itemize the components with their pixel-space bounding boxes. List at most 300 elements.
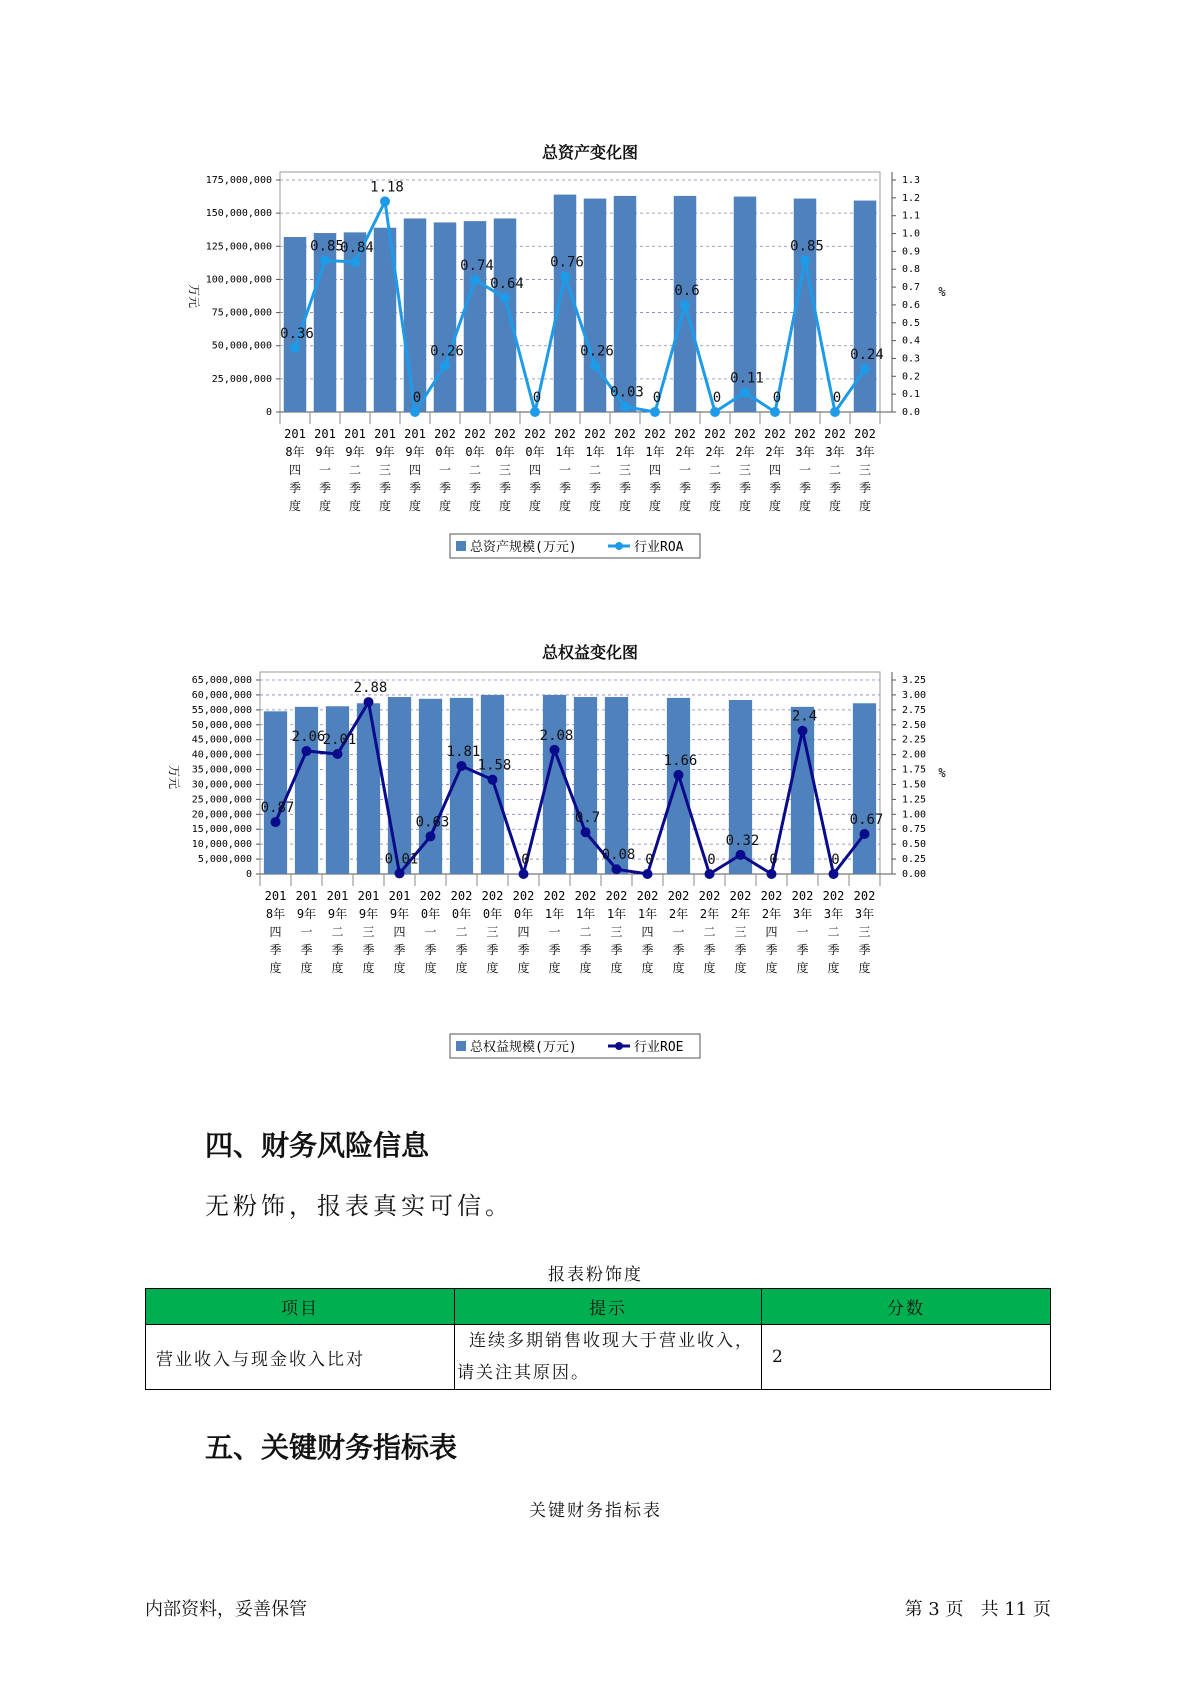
x-tick-label: 0年	[420, 907, 441, 921]
y-tick-label: 40,000,000	[191, 749, 252, 761]
legend-label-bar: 总资产规模(万元)	[470, 540, 577, 555]
bar	[264, 711, 287, 874]
y-tick-label: 50,000,000	[211, 340, 272, 352]
x-tick-label: 四	[765, 925, 778, 939]
y-tick-label: 25,000,000	[191, 794, 252, 806]
y2-tick-label: 0.2	[902, 371, 921, 383]
x-tick-label: 3年	[825, 445, 845, 459]
x-tick-label: 201	[264, 889, 287, 903]
data-point	[470, 275, 480, 285]
x-tick-label: 202	[704, 427, 726, 441]
x-tick-label: 202	[419, 889, 442, 903]
x-tick-label: 1年	[645, 445, 665, 459]
y-tick-label: 50,000,000	[191, 719, 252, 731]
y-tick-label: 60,000,000	[191, 689, 252, 701]
data-point	[550, 745, 560, 755]
x-tick-label: 9年	[327, 907, 348, 921]
bar	[357, 703, 380, 874]
table-caption-key-indicators: 关键财务指标表	[529, 1501, 662, 1521]
data-label: 2.06	[291, 729, 326, 746]
data-point	[590, 361, 600, 371]
data-point	[860, 829, 870, 839]
bar	[434, 222, 457, 412]
x-tick-label: 三	[734, 925, 747, 939]
x-tick-label: 201	[374, 427, 396, 441]
x-tick-label: 202	[434, 427, 456, 441]
x-tick-label: 三	[498, 463, 512, 477]
x-tick-label: 1年	[555, 445, 575, 459]
x-tick-label: 度	[438, 499, 452, 513]
x-tick-label: 9年	[296, 907, 317, 921]
x-tick-label: 1年	[615, 445, 635, 459]
hint-line-2: 请关注其原因。	[457, 1363, 590, 1383]
x-tick-label: 季	[362, 943, 375, 957]
bar	[464, 221, 487, 412]
y-tick-label: 150,000,000	[205, 208, 272, 220]
data-point	[680, 300, 690, 310]
x-tick-label: 度	[348, 499, 362, 513]
x-tick-label: 二	[468, 463, 482, 477]
x-tick-label: 9年	[345, 445, 365, 459]
data-label: 1.81	[446, 743, 481, 760]
y2-tick-label: 0.5	[902, 317, 921, 329]
x-tick-label: 202	[698, 889, 721, 903]
y2-tick-label: 2.25	[902, 734, 927, 746]
x-tick-label: 度	[300, 961, 313, 975]
x-tick-label: 一	[438, 463, 452, 477]
data-label: 0	[772, 390, 782, 406]
data-label: 0	[645, 852, 654, 868]
y2-tick-label: 1.2	[902, 192, 921, 204]
y2-tick-label: 1.25	[902, 794, 927, 806]
x-tick-label: 三	[362, 925, 375, 939]
x-tick-label: 2年	[765, 445, 785, 459]
data-point	[530, 407, 540, 417]
x-tick-label: 度	[318, 499, 332, 513]
data-point	[643, 869, 653, 879]
legend-swatch-marker	[615, 542, 623, 550]
y2-axis-label: %	[938, 766, 946, 780]
bar	[404, 218, 427, 412]
y2-tick-label: 0.0	[902, 407, 921, 418]
y2-tick-label: 3.25	[902, 675, 927, 686]
x-tick-label: 202	[481, 889, 504, 903]
data-point	[364, 697, 374, 707]
x-tick-label: 季	[528, 481, 542, 495]
x-tick-label: 度	[765, 961, 778, 975]
x-tick-label: 度	[738, 499, 752, 513]
x-tick-label: 1年	[544, 907, 565, 921]
data-label: 0.64	[490, 275, 524, 292]
cell-item: 营业收入与现金收入比对	[146, 1325, 455, 1390]
y2-tick-label: 1.1	[902, 210, 921, 222]
x-tick-label: 201	[326, 889, 349, 903]
legend-label-line: 行业ROE	[634, 1040, 684, 1055]
y2-tick-label: 0.8	[902, 264, 921, 276]
data-point	[410, 407, 420, 417]
y2-tick-label: 1.75	[902, 764, 927, 776]
legend-label-bar: 总权益规模(万元)	[470, 1040, 577, 1055]
plot-area	[260, 672, 880, 874]
x-tick-label: 度	[678, 499, 692, 513]
x-tick-label: 8年	[285, 445, 305, 459]
data-label: 0	[712, 390, 722, 406]
x-tick-label: 3年	[854, 907, 875, 921]
x-tick-label: 202	[674, 427, 696, 441]
data-label: 0	[832, 390, 842, 406]
data-label: 0.26	[580, 343, 614, 360]
data-point	[426, 831, 436, 841]
x-tick-label: 2年	[705, 445, 725, 459]
x-tick-label: 季	[348, 481, 362, 495]
x-tick-label: 9年	[358, 907, 379, 921]
x-tick-label: 0年	[513, 907, 534, 921]
y-tick-label: 35,000,000	[191, 764, 252, 776]
x-tick-label: 度	[708, 499, 722, 513]
data-point	[440, 361, 450, 371]
header-hint: 提示	[455, 1289, 762, 1325]
x-tick-label: 季	[455, 943, 468, 957]
x-tick-label: 季	[610, 943, 623, 957]
x-tick-label: 度	[558, 499, 572, 513]
x-tick-label: 8年	[265, 907, 286, 921]
x-tick-label: 度	[734, 961, 747, 975]
total-assets-chart-svg	[180, 140, 1000, 600]
x-tick-label: 202	[822, 889, 845, 903]
data-label: 0.85	[790, 238, 824, 255]
x-tick-label: 季	[708, 481, 722, 495]
x-tick-label: 0年	[495, 445, 515, 459]
x-tick-label: 201	[314, 427, 336, 441]
data-point	[829, 869, 839, 879]
x-tick-label: 202	[614, 427, 636, 441]
data-point	[767, 869, 777, 879]
data-point	[860, 364, 870, 374]
x-tick-label: 四	[641, 925, 654, 939]
x-tick-label: 一	[672, 925, 685, 939]
x-tick-label: 202	[574, 889, 597, 903]
x-tick-label: 202	[543, 889, 566, 903]
x-tick-label: 季	[408, 481, 422, 495]
x-tick-label: 一	[558, 463, 572, 477]
y-tick-label: 175,000,000	[205, 175, 272, 186]
x-tick-label: 季	[678, 481, 692, 495]
data-label: 0.01	[384, 851, 419, 868]
x-tick-label: 2年	[675, 445, 695, 459]
data-point	[560, 271, 570, 281]
data-point	[612, 864, 622, 874]
x-tick-label: 3年	[855, 445, 875, 459]
data-point	[320, 255, 330, 265]
bar	[388, 697, 411, 874]
x-tick-label: 202	[734, 427, 756, 441]
x-tick-label: 202	[605, 889, 628, 903]
x-tick-label: 3年	[795, 445, 815, 459]
x-tick-label: 季	[703, 943, 716, 957]
x-tick-label: 季	[618, 481, 632, 495]
x-tick-label: 201	[404, 427, 426, 441]
data-point	[620, 402, 630, 412]
x-tick-label: 季	[468, 481, 482, 495]
x-tick-label: 度	[610, 961, 623, 975]
y-tick-label: 100,000,000	[205, 274, 272, 286]
data-point	[710, 407, 720, 417]
data-point	[650, 407, 660, 417]
y2-tick-label: 2.75	[902, 704, 927, 716]
x-tick-label: 度	[648, 499, 662, 513]
x-tick-label: 202	[667, 889, 690, 903]
x-tick-label: 1年	[585, 445, 605, 459]
data-point	[380, 196, 390, 206]
x-tick-label: 1年	[637, 907, 658, 921]
x-tick-label: 202	[554, 427, 576, 441]
data-label: 0.84	[340, 240, 374, 257]
bar	[574, 697, 597, 874]
x-tick-label: 度	[362, 961, 375, 975]
chart-title: 总资产变化图	[541, 143, 638, 162]
x-tick-label: 季	[393, 943, 406, 957]
x-tick-label: 二	[708, 463, 722, 477]
header-item: 项目	[146, 1289, 455, 1325]
x-tick-label: 度	[408, 499, 422, 513]
x-tick-label: 四	[408, 463, 422, 477]
y-axis-label: 万元	[167, 764, 181, 790]
x-tick-label: 三	[738, 463, 752, 477]
data-point	[457, 761, 467, 771]
data-label: 0.36	[280, 325, 314, 342]
data-label: 0	[521, 852, 530, 868]
x-tick-label: 202	[791, 889, 814, 903]
x-tick-label: 2年	[668, 907, 689, 921]
bar	[584, 199, 607, 412]
x-tick-label: 度	[486, 961, 499, 975]
y2-tick-label: 0.3	[902, 353, 921, 365]
y2-tick-label: 0.00	[902, 869, 927, 880]
y2-tick-label: 0.25	[902, 854, 927, 866]
data-label: 0.08	[601, 847, 636, 864]
data-point	[800, 255, 810, 265]
x-tick-label: 季	[424, 943, 437, 957]
x-tick-label: 季	[269, 943, 282, 957]
x-tick-label: 2年	[735, 445, 755, 459]
x-tick-label: 201	[344, 427, 366, 441]
x-tick-label: 度	[288, 499, 302, 513]
x-tick-label: 202	[512, 889, 535, 903]
x-tick-label: 季	[648, 481, 662, 495]
x-tick-label: 202	[524, 427, 546, 441]
data-point	[350, 257, 360, 267]
x-tick-label: 度	[588, 499, 602, 513]
x-tick-label: 度	[548, 961, 561, 975]
data-label: 1.66	[663, 752, 698, 769]
x-tick-label: 202	[636, 889, 659, 903]
x-tick-label: 度	[331, 961, 344, 975]
header-score: 分数	[762, 1289, 1051, 1325]
x-tick-label: 度	[641, 961, 654, 975]
x-tick-label: 季	[734, 943, 747, 957]
plot-area	[280, 172, 880, 412]
x-tick-label: 度	[703, 961, 716, 975]
x-tick-label: 季	[588, 481, 602, 495]
x-tick-label: 季	[738, 481, 752, 495]
hint-line-1: 连续多期销售收现大于营业收入，	[469, 1331, 754, 1351]
data-label: 0.7	[574, 810, 601, 827]
x-tick-label: 二	[331, 925, 344, 939]
x-tick-label: 季	[827, 943, 840, 957]
data-label: 0.6	[674, 282, 700, 299]
x-tick-label: 9年	[375, 445, 395, 459]
data-label: 0.03	[610, 384, 644, 401]
x-tick-label: 度	[768, 499, 782, 513]
data-label: 0	[831, 852, 840, 868]
whitewash-table	[145, 1288, 1051, 1390]
x-tick-label: 202	[760, 889, 783, 903]
x-tick-label: 季	[858, 943, 871, 957]
x-tick-label: 度	[517, 961, 530, 975]
data-label: 1.18	[370, 179, 404, 196]
x-tick-label: 四	[648, 463, 662, 477]
x-tick-label: 0年	[465, 445, 485, 459]
data-label: 0.26	[430, 343, 464, 360]
data-label: 0	[769, 852, 778, 868]
x-tick-label: 季	[558, 481, 572, 495]
data-label: 1.58	[477, 757, 512, 774]
y-tick-label: 125,000,000	[205, 241, 272, 253]
x-tick-label: 二	[588, 463, 602, 477]
data-point	[271, 817, 281, 827]
x-tick-label: 三	[858, 925, 871, 939]
x-tick-label: 季	[641, 943, 654, 957]
data-point	[488, 775, 498, 785]
x-tick-label: 度	[468, 499, 482, 513]
x-tick-label: 202	[729, 889, 752, 903]
data-label: 0.87	[260, 800, 295, 817]
y-tick-label: 65,000,000	[191, 675, 252, 686]
data-label: 0	[652, 390, 662, 406]
x-tick-label: 一	[318, 463, 332, 477]
x-tick-label: 季	[579, 943, 592, 957]
y2-axis-label: %	[938, 285, 946, 299]
y-axis-label: 万元	[187, 283, 201, 309]
y-tick-label: 45,000,000	[191, 734, 252, 746]
x-tick-label: 0年	[525, 445, 545, 459]
data-label: 0.63	[415, 814, 450, 831]
section-heading-financial-risk: 四、财务风险信息	[205, 1129, 430, 1162]
x-tick-label: 2年	[761, 907, 782, 921]
x-tick-label: 二	[579, 925, 592, 939]
x-tick-label: 三	[378, 463, 392, 477]
table-header-row	[146, 1289, 1051, 1325]
x-tick-label: 季	[548, 943, 561, 957]
x-tick-label: 3年	[823, 907, 844, 921]
y-tick-label: 75,000,000	[211, 307, 272, 319]
x-tick-label: 201	[295, 889, 318, 903]
risk-conclusion-text: 无粉饰，报表真实可信。	[205, 1192, 513, 1220]
y2-tick-label: 0.6	[902, 299, 921, 311]
y2-tick-label: 3.00	[902, 689, 927, 701]
data-point	[798, 726, 808, 736]
data-point	[581, 827, 591, 837]
data-label: 0.74	[460, 257, 494, 274]
x-tick-label: 二	[703, 925, 716, 939]
x-tick-label: 四	[517, 925, 530, 939]
footer-confidential: 内部资料，妥善保管	[145, 1599, 307, 1620]
x-tick-label: 四	[768, 463, 782, 477]
x-tick-label: 202	[450, 889, 473, 903]
data-point	[333, 749, 343, 759]
x-tick-label: 季	[331, 943, 344, 957]
x-tick-label: 0年	[435, 445, 455, 459]
x-tick-label: 度	[672, 961, 685, 975]
x-tick-label: 度	[579, 961, 592, 975]
data-label: 0.85	[310, 238, 344, 255]
data-point	[830, 407, 840, 417]
x-tick-label: 9年	[389, 907, 410, 921]
y-tick-label: 55,000,000	[191, 704, 252, 716]
data-label: 2.88	[353, 680, 388, 697]
x-tick-label: 1年	[606, 907, 627, 921]
data-point	[736, 850, 746, 860]
y2-tick-label: 1.00	[902, 809, 927, 821]
legend-swatch-bar	[456, 541, 466, 551]
x-tick-label: 季	[300, 943, 313, 957]
x-tick-label: 二	[828, 463, 842, 477]
data-point	[290, 343, 300, 353]
legend-label-line: 行业ROA	[634, 540, 684, 555]
x-tick-label: 度	[498, 499, 512, 513]
x-tick-label: 三	[486, 925, 499, 939]
x-tick-label: 度	[393, 961, 406, 975]
x-tick-label: 度	[528, 499, 542, 513]
x-tick-label: 202	[494, 427, 516, 441]
y-tick-label: 25,000,000	[211, 373, 272, 385]
table-caption-whitewash: 报表粉饰度	[548, 1265, 643, 1285]
x-tick-label: 201	[284, 427, 306, 441]
x-tick-label: 一	[678, 463, 692, 477]
data-label: 0	[412, 390, 422, 406]
x-tick-label: 四	[528, 463, 542, 477]
data-point	[705, 869, 715, 879]
x-tick-label: 二	[348, 463, 362, 477]
cell-score: 2	[762, 1325, 1051, 1390]
x-tick-label: 季	[828, 481, 842, 495]
x-tick-label: 季	[765, 943, 778, 957]
data-label: 0.76	[550, 254, 584, 271]
x-tick-label: 四	[288, 463, 302, 477]
y2-tick-label: 0.4	[902, 335, 921, 347]
x-tick-label: 三	[858, 463, 872, 477]
data-label: 0.32	[725, 832, 760, 849]
x-tick-label: 度	[827, 961, 840, 975]
y2-tick-label: 2.50	[902, 719, 927, 731]
data-label: 0	[532, 390, 542, 406]
x-tick-label: 度	[269, 961, 282, 975]
y2-tick-label: 0.75	[902, 824, 927, 836]
x-tick-label: 202	[794, 427, 816, 441]
x-tick-label: 0年	[482, 907, 503, 921]
x-tick-label: 季	[517, 943, 530, 957]
y-tick-label: 15,000,000	[191, 824, 252, 836]
y2-tick-label: 2.00	[902, 749, 927, 761]
x-tick-label: 三	[618, 463, 632, 477]
x-tick-label: 一	[796, 925, 809, 939]
y2-tick-label: 0.9	[902, 246, 921, 258]
bar	[667, 698, 690, 874]
x-tick-label: 度	[798, 499, 812, 513]
x-tick-label: 2年	[730, 907, 751, 921]
y-tick-label: 5,000,000	[197, 854, 252, 866]
x-tick-label: 一	[798, 463, 812, 477]
